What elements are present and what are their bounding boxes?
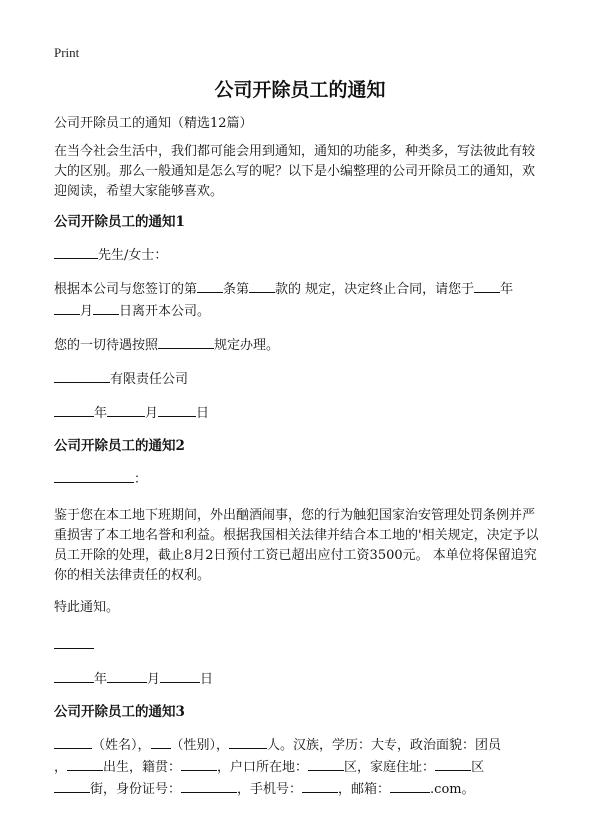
blank-line — [54, 634, 94, 649]
date-month: 月 — [147, 672, 161, 687]
blank-line — [158, 334, 214, 349]
blank-line — [54, 300, 80, 315]
section-3-heading: 公司开除员工的通知3 — [54, 704, 185, 720]
form-text: （姓名）， — [92, 738, 151, 753]
blank-line — [181, 778, 237, 793]
blank-line — [151, 734, 171, 749]
body-text: 条第 — [223, 282, 250, 297]
blank-line — [474, 278, 500, 293]
blank-line — [54, 734, 92, 749]
section-2-date — [54, 668, 546, 690]
form-text: 人。汉族，学历：大专，政治面貌：团员 — [267, 738, 502, 753]
section-1-company — [54, 368, 546, 390]
blank-line — [249, 278, 275, 293]
blank-line — [54, 778, 90, 793]
blank-line — [435, 756, 471, 771]
blank-line — [54, 468, 134, 483]
body-text: 根据本公司与您签订的第 — [54, 282, 198, 297]
form-text: （性别）， — [170, 738, 230, 753]
section-2-closing: 特此通知。 — [54, 600, 120, 615]
blank-line — [93, 300, 119, 315]
form-text: 街，身份证号： — [90, 782, 182, 797]
body-text: 月 — [80, 304, 94, 319]
body-text: 您的一切待遇按照 — [54, 338, 159, 353]
section-1-body — [54, 278, 546, 322]
section-2-salutation — [54, 468, 546, 490]
section-2-heading: 公司开除员工的通知2 — [54, 438, 185, 454]
blank-line — [107, 402, 145, 417]
form-text: 区，家庭住址： — [344, 760, 436, 775]
body-text: 年 — [500, 282, 514, 297]
form-text: ，邮箱： — [338, 782, 391, 797]
form-text: ，手机号： — [237, 782, 303, 797]
blank-line — [160, 668, 200, 683]
form-text: 区 — [471, 760, 485, 775]
form-text: 出生，籍贯： — [103, 760, 182, 775]
section-2-signature — [54, 634, 546, 656]
section-1-date — [54, 402, 546, 424]
document-subtitle: 公司开除员工的通知（精选12篇） — [54, 116, 253, 131]
page-title: 公司开除员工的通知 — [214, 79, 386, 101]
blank-line — [390, 778, 430, 793]
section-1-salutation — [54, 244, 546, 266]
date-day: 日 — [196, 406, 210, 421]
date-month: 月 — [145, 406, 159, 421]
form-text: ， — [54, 760, 68, 775]
section-2-body: 鉴于您在本工地下班期间，外出酗酒闹事，您的行为触犯国家治安管理处罚条例并严重损害了本工地名誉和利益。根据我国相关法律并结合本工地的'相关规定，决定予以员工开除的处理，截止8月2日预付工资已超出应付工资3500元。 本单位将保留追究你的相关法律责任的权利。 — [54, 508, 539, 583]
blank-line — [54, 402, 94, 417]
date-year: 年 — [94, 672, 108, 687]
blank-line — [302, 778, 338, 793]
blank-line — [54, 368, 110, 383]
form-text: ，户口所在地： — [217, 760, 309, 775]
body-text: 款的 规定，决定终止合同，请您于 — [275, 282, 475, 297]
body-text: 规定办理。 — [214, 338, 280, 353]
blank-line — [197, 278, 223, 293]
salutation-text: 先生/女士： — [98, 248, 168, 263]
blank-line — [158, 402, 196, 417]
body-text: 日离开本公司。 — [119, 304, 211, 319]
intro-paragraph: 在当今社会生活中，我们都可能会用到通知，通知的功能多，种类多，写法彼此有较大的区别。那么一般通知是怎么写的呢？以下是小编整理的公司开除员工的通知，欢迎阅读，希望大家能够喜欢。 — [54, 144, 536, 199]
blank-line — [54, 668, 94, 683]
form-text: .com。 — [430, 782, 475, 797]
section-1-heading: 公司开除员工的通知1 — [54, 214, 185, 230]
salutation-colon: ： — [134, 472, 148, 487]
section-1-handling — [54, 334, 546, 356]
print-link[interactable]: Print — [54, 45, 80, 60]
blank-line — [107, 668, 147, 683]
blank-line — [308, 756, 344, 771]
date-year: 年 — [94, 406, 108, 421]
blank-line — [54, 244, 98, 259]
blank-line — [229, 734, 267, 749]
section-3-form — [54, 734, 546, 800]
blank-line — [67, 756, 103, 771]
blank-line — [181, 756, 217, 771]
company-name: 有限责任公司 — [110, 372, 189, 387]
date-day: 日 — [200, 672, 214, 687]
